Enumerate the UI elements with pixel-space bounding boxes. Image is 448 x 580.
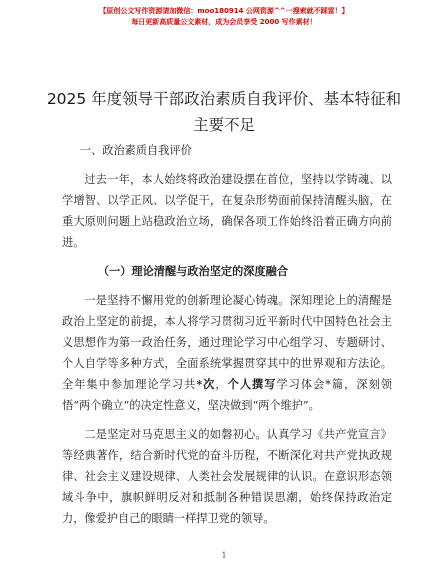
section-heading-1: 一、政治素质自我评价 [79, 144, 192, 157]
promo-banner-line2: 每日更新高质量公文素材，成为会员享受 2000 写作素材！ [131, 18, 317, 26]
paragraph-2-text-a: 一是坚持不懈用党的创新理论凝心铸魂。深知理论上的清醒是政治上坚定的前提，本人将学习贯彻习近平新时代中国特色社会主义思想作为第一政治任务，通过理论学习中心组学习、专题研讨、个人自学等多种方式，全面系统掌握贯穿其中的世界观和方法论。全年集中参加理论学习共 [62, 294, 392, 391]
subsection-heading-1: （一）理论清醒与政治坚定的深度融合 [97, 264, 289, 278]
paragraph-2-bold-count: *次 [196, 377, 216, 391]
paragraph-2-text-b: ， [215, 378, 228, 391]
document-title: 2025 年度领导干部政治素质自我评价、基本特征和主要不足 [46, 90, 402, 134]
document-body [62, 140, 392, 529]
page-number: 1 [221, 551, 227, 560]
paragraph-3: 二是坚定对马克思主义的如磐初心。认真学习《共产党宣言》等经典著作，结合新时代党的奋斗历程，不断深化对共产党执政规律、社会主义建设规律、人类社会发展规律的认识。在意识形态领域斗争中，旗帜鲜明反对和抵制各种错误思潮，始终保持政治定力，像爱护自己的眼睛一样捍卫党的领导。 [62, 428, 392, 525]
paragraph-2 [62, 290, 392, 416]
paragraph-2-bold-phrase: 个人撰写 [227, 377, 277, 391]
promo-banner [0, 6, 448, 28]
paragraph-1: 过去一年，本人始终将政治建设摆在首位，坚持以学铸魂、以学增智、以学正风、以学促干，在复杂形势面前保持清醒头脑，在重大原则问题上站稳政治立场，确保各项工作始终沿着正确方向前进。 [62, 173, 392, 249]
promo-banner-line1: 【原创公文写作资源请加微信：moo180914 公网资源^^一搜索就不踩雷！】 [99, 7, 349, 15]
paragraph-2-text-c: 学习体会*篇，深刻领悟“两个确立”的决定性意义，坚决做到“两个维护”。 [62, 378, 392, 412]
